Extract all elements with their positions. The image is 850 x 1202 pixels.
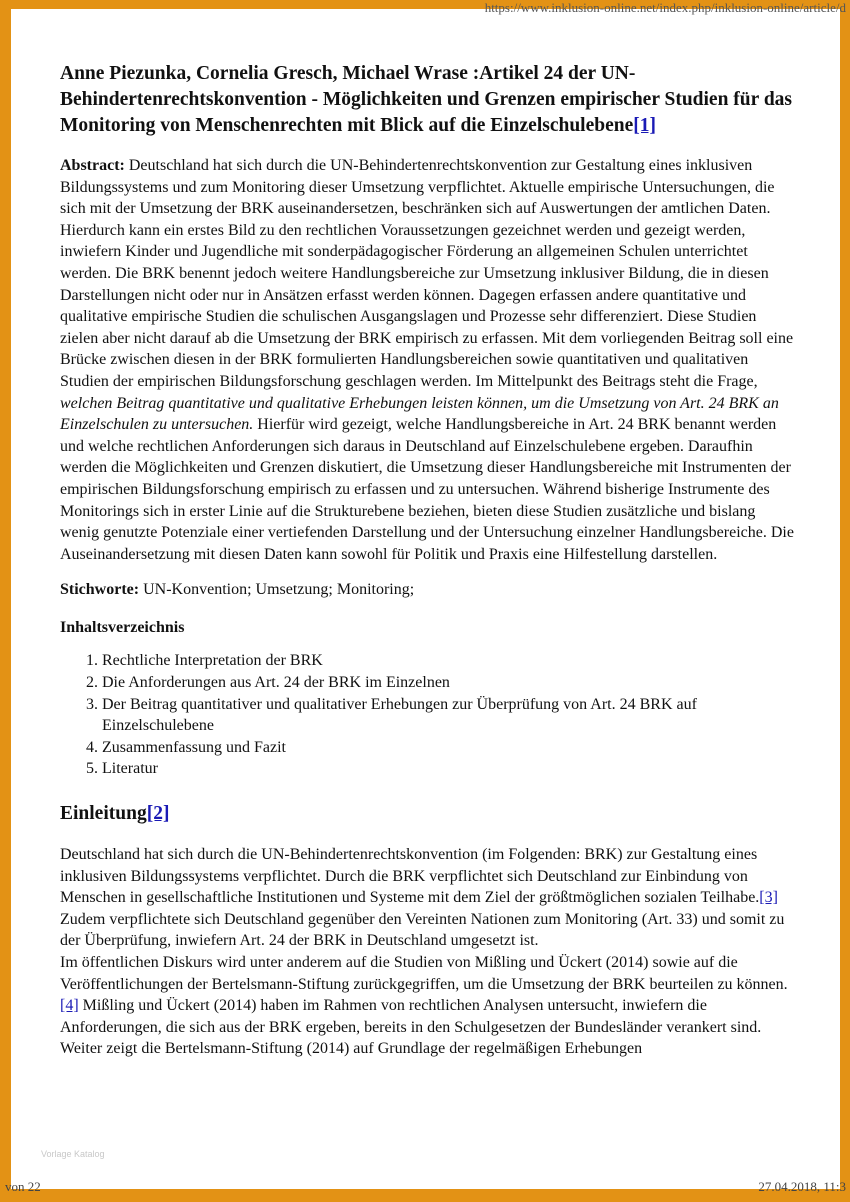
abstract-text-1: Deutschland hat sich durch die UN-Behindertenrechtskonvention zur Gestaltung eines inklusiven Bildungssystems und zum Monitoring dieser Umsetzung verpflichtet. Aktuelle empirische Untersuchungen, die sich mit der Umsetzung der BRK auseinandersetzen, beschränken sich auf Auswertungen der amtlichen Daten. Hierdurch kann ein erstes Bild zu den rechtlichen Voraussetzungen gezeichnet werden und gezeigt werden, inwiefern Kinder und Jugendliche mit sonderpädagogischer Förderung an allgemeinen Schulen unterrichtet werden. Die BRK benennt jedoch weitere Handlungsbereiche zur Umsetzung inklusiver Bildung, die in diesen Darstellungen nicht oder nur in Ansätzen erfasst werden können. Dagegen erfassen andere quantitative und qualitative empirische Studien die schulischen Ausgangslagen und Prozesse sehr differenziert. Diese Studien zielen aber nicht darauf ab die Umsetzung der BRK empirisch zu erfassen. Mit dem vorliegenden Beitrag soll eine Brücke zwischen diesen in der BRK formulierten Handlungsbereichen sowie quantitativen und qualitativen Studien der empirischen Bildungsforschung geschlagen werden. Im Mittelpunkt des Beitrags steht die Frage, (60, 157, 794, 390)
abstract (60, 155, 795, 565)
footnote-link-1[interactable]: [1] (633, 115, 657, 136)
toc-item: 5. Literatur (102, 758, 795, 780)
toc-item: 1. Rechtliche Interpretation der BRK (102, 650, 795, 672)
abstract-label: Abstract: (60, 157, 125, 174)
page-url: https://www.inklusion-online.net/index.php/inklusion-online/article/d (484, 0, 846, 15)
print-timestamp: 27.04.2018, 11:3 (758, 1179, 846, 1194)
footnote-link-2[interactable]: [2] (146, 803, 170, 825)
footnote-link-4[interactable]: [4] (60, 997, 79, 1015)
section-heading (60, 802, 795, 826)
body-paragraph-2 (60, 952, 795, 1060)
abstract-question: welchen Beitrag quantitative und qualitative Erhebungen leisten können, um die Umsetzung von Art. 24 BRK an Einzelschulen zu untersuchen. (60, 394, 779, 434)
toc-item: 3. Der Beitrag quantitativer und qualitativer Erhebungen zur Überprüfung von Art. 24 BRK auf Einzelschulebene (102, 694, 795, 737)
section-heading-text: Einleitung (60, 803, 147, 825)
keywords-text: UN-Konvention; Umsetzung; Monitoring; (139, 581, 415, 599)
footnote-link-3[interactable]: [3] (759, 889, 778, 907)
toc-item: 2. Die Anforderungen aus Art. 24 der BRK im Einzelnen (102, 672, 795, 694)
body-paragraph-1 (60, 844, 795, 952)
keywords (60, 579, 795, 601)
title-text: Anne Piezunka, Cornelia Gresch, Michael Wrase :Artikel 24 der UN-Behindertenrechtskonvention - Möglichkeiten und Grenzen empirischer Studien für das Monitoring von Menschenrechten mit Blick auf die Einzelschulebene (60, 63, 793, 136)
paragraph-text: Im öffentlichen Diskurs wird unter anderem auf die Studien von Mißling und Ückert (2014) sowie auf die Veröffentlichungen der Bertelsmann-Stiftung zurückgegriffen, um die Umsetzung der BRK beurteilen zu können. (60, 954, 788, 993)
abstract-text-2: Hierfür wird gezeigt, welche Handlungsbereiche in Art. 24 BRK benannt werden und welche rechtlichen Anforderungen sich daraus in Deutschland auf Einzelschulebene ergeben. Daraufhin werden die Möglichkeiten und Grenzen diskutiert, die Umsetzung dieser Handlungsbereiche mit Instrumenten der empirischen Bildungsforschung empirisch zu erfassen und zu untersuchen. Während bisherige Instrumente des Monitorings sich in erster Linie auf die Strukturebene beziehen, bieten diese Studien zusätzliche und bislang wenig genutzte Potenziale einer vertiefenden Darstellung und der Untersuchung einzelner Handlungsbereiche. Die Auseinandersetzung mit diesen Daten kann sowohl für Politik und Praxis eine Hilfestellung darstellen. (60, 416, 794, 563)
paragraph-text: Mißling und Ückert (2014) haben im Rahmen von rechtlichen Analysen untersucht, inwiefern die Anforderungen, die sich aus der BRK ergeben, bereits in den Schulgesetzen der Bundesländer verankert sind. Weiter zeigt die Bertelsmann-Stiftung (2014) auf Grundlage der regelmäßigen Erhebungen (60, 997, 762, 1058)
watermark: Vorlage Katalog (41, 1149, 105, 1159)
toc-heading: Inhaltsverzeichnis (60, 618, 185, 636)
document-page (5, 0, 846, 1194)
article-title (60, 61, 795, 139)
toc-item: 4. Zusammenfassung und Fazit (102, 737, 795, 759)
paragraph-text: Zudem verpflichtete sich Deutschland gegenüber den Vereinten Nationen zum Monitoring (Art. 33) und somit zu der Überprüfung, inwiefern Art. 24 der BRK in Deutschland umgesetzt ist. (60, 910, 785, 950)
table-of-contents (60, 650, 795, 780)
keywords-label: Stichworte: (60, 581, 140, 599)
page-count: von 22 (5, 1179, 41, 1194)
paragraph-text: Deutschland hat sich durch die UN-Behindertenrechtskonvention (im Folgenden: BRK) zur Gestaltung eines inklusiven Bildungssystems verpflichtet. Durch die BRK verpflichtet sich Deutschland zur Einbindung von Menschen in gesellschaftliche Institutionen und Systeme mit dem Ziel der größtmöglichen sozialen Teilhabe. (60, 846, 760, 907)
article-content (60, 61, 795, 1060)
